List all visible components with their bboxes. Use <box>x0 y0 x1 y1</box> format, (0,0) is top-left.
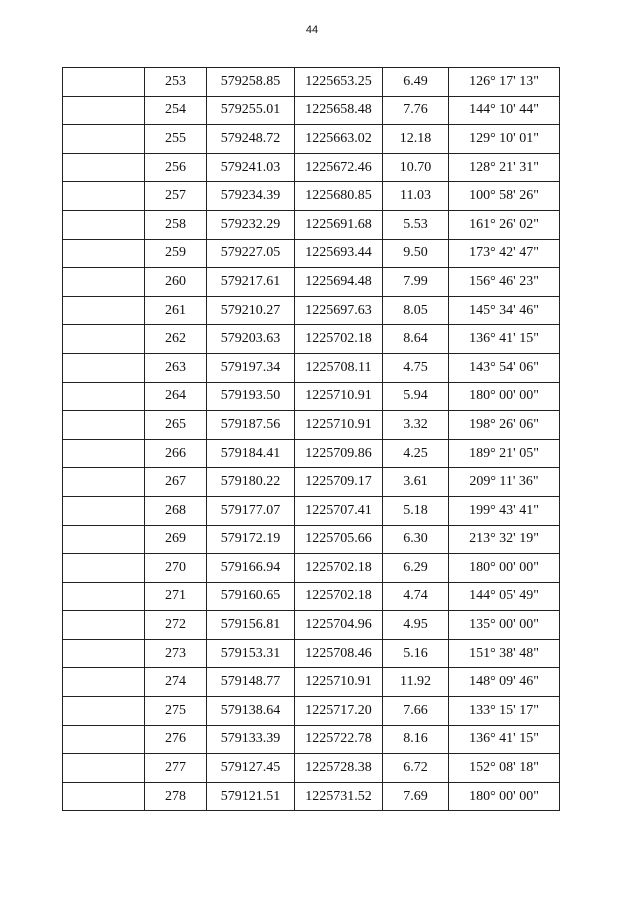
point-number-cell: 264 <box>145 382 207 411</box>
table-row <box>63 496 560 525</box>
angle-cell: 209° 11' 36" <box>449 468 560 497</box>
angle-cell: 136° 41' 15" <box>449 325 560 354</box>
y-coordinate-cell: 1225672.46 <box>295 153 383 182</box>
y-coordinate-cell: 1225707.41 <box>295 496 383 525</box>
table-row <box>63 210 560 239</box>
blank-cell <box>63 754 145 783</box>
distance-cell: 4.25 <box>383 439 449 468</box>
angle-cell: 213° 32' 19" <box>449 525 560 554</box>
distance-cell: 8.05 <box>383 296 449 325</box>
angle-cell: 129° 10' 01" <box>449 125 560 154</box>
angle-cell: 173° 42' 47" <box>449 239 560 268</box>
y-coordinate-cell: 1225710.91 <box>295 411 383 440</box>
y-coordinate-cell: 1225658.48 <box>295 96 383 125</box>
x-coordinate-cell: 579193.50 <box>207 382 295 411</box>
table-row <box>63 182 560 211</box>
table-row <box>63 125 560 154</box>
blank-cell <box>63 353 145 382</box>
blank-cell <box>63 125 145 154</box>
x-coordinate-cell: 579227.05 <box>207 239 295 268</box>
angle-cell: 180° 00' 00" <box>449 782 560 811</box>
point-number-cell: 273 <box>145 639 207 668</box>
table-row <box>63 525 560 554</box>
x-coordinate-cell: 579203.63 <box>207 325 295 354</box>
blank-cell <box>63 268 145 297</box>
table-row <box>63 411 560 440</box>
table-row <box>63 611 560 640</box>
coordinate-table-body <box>63 68 560 811</box>
blank-cell <box>63 697 145 726</box>
distance-cell: 11.92 <box>383 668 449 697</box>
blank-cell <box>63 782 145 811</box>
x-coordinate-cell: 579258.85 <box>207 68 295 97</box>
blank-cell <box>63 210 145 239</box>
point-number-cell: 271 <box>145 582 207 611</box>
table-row <box>63 754 560 783</box>
distance-cell: 8.64 <box>383 325 449 354</box>
point-number-cell: 276 <box>145 725 207 754</box>
distance-cell: 3.32 <box>383 411 449 440</box>
table-row <box>63 554 560 583</box>
table-row <box>63 153 560 182</box>
angle-cell: 189° 21' 05" <box>449 439 560 468</box>
table-row <box>63 239 560 268</box>
y-coordinate-cell: 1225702.18 <box>295 554 383 583</box>
y-coordinate-cell: 1225680.85 <box>295 182 383 211</box>
angle-cell: 180° 00' 00" <box>449 554 560 583</box>
distance-cell: 4.75 <box>383 353 449 382</box>
x-coordinate-cell: 579210.27 <box>207 296 295 325</box>
angle-cell: 180° 00' 00" <box>449 382 560 411</box>
point-number-cell: 261 <box>145 296 207 325</box>
angle-cell: 156° 46' 23" <box>449 268 560 297</box>
x-coordinate-cell: 579248.72 <box>207 125 295 154</box>
distance-cell: 3.61 <box>383 468 449 497</box>
distance-cell: 6.72 <box>383 754 449 783</box>
blank-cell <box>63 325 145 354</box>
x-coordinate-cell: 579177.07 <box>207 496 295 525</box>
point-number-cell: 267 <box>145 468 207 497</box>
angle-cell: 100° 58' 26" <box>449 182 560 211</box>
blank-cell <box>63 239 145 268</box>
table-row <box>63 439 560 468</box>
x-coordinate-cell: 579153.31 <box>207 639 295 668</box>
angle-cell: 128° 21' 31" <box>449 153 560 182</box>
angle-cell: 145° 34' 46" <box>449 296 560 325</box>
x-coordinate-cell: 579121.51 <box>207 782 295 811</box>
point-number-cell: 256 <box>145 153 207 182</box>
y-coordinate-cell: 1225710.91 <box>295 668 383 697</box>
y-coordinate-cell: 1225710.91 <box>295 382 383 411</box>
angle-cell: 133° 15' 17" <box>449 697 560 726</box>
table-row <box>63 639 560 668</box>
x-coordinate-cell: 579166.94 <box>207 554 295 583</box>
point-number-cell: 272 <box>145 611 207 640</box>
distance-cell: 4.95 <box>383 611 449 640</box>
distance-cell: 4.74 <box>383 582 449 611</box>
y-coordinate-cell: 1225693.44 <box>295 239 383 268</box>
distance-cell: 7.76 <box>383 96 449 125</box>
point-number-cell: 270 <box>145 554 207 583</box>
blank-cell <box>63 582 145 611</box>
table-row <box>63 68 560 97</box>
distance-cell: 6.49 <box>383 68 449 97</box>
page-number: 44 <box>305 24 319 36</box>
blank-cell <box>63 639 145 668</box>
x-coordinate-cell: 579217.61 <box>207 268 295 297</box>
angle-cell: 126° 17' 13" <box>449 68 560 97</box>
x-coordinate-cell: 579241.03 <box>207 153 295 182</box>
point-number-cell: 255 <box>145 125 207 154</box>
y-coordinate-cell: 1225697.63 <box>295 296 383 325</box>
coordinate-table <box>62 67 560 811</box>
y-coordinate-cell: 1225709.86 <box>295 439 383 468</box>
angle-cell: 144° 10' 44" <box>449 96 560 125</box>
y-coordinate-cell: 1225694.48 <box>295 268 383 297</box>
blank-cell <box>63 554 145 583</box>
y-coordinate-cell: 1225702.18 <box>295 582 383 611</box>
distance-cell: 7.69 <box>383 782 449 811</box>
table-row <box>63 382 560 411</box>
x-coordinate-cell: 579234.39 <box>207 182 295 211</box>
blank-cell <box>63 96 145 125</box>
table-row <box>63 782 560 811</box>
table-row <box>63 668 560 697</box>
x-coordinate-cell: 579255.01 <box>207 96 295 125</box>
y-coordinate-cell: 1225728.38 <box>295 754 383 783</box>
distance-cell: 5.53 <box>383 210 449 239</box>
table-row <box>63 353 560 382</box>
table-row <box>63 725 560 754</box>
x-coordinate-cell: 579180.22 <box>207 468 295 497</box>
point-number-cell: 257 <box>145 182 207 211</box>
blank-cell <box>63 525 145 554</box>
angle-cell: 136° 41' 15" <box>449 725 560 754</box>
point-number-cell: 260 <box>145 268 207 297</box>
angle-cell: 152° 08' 18" <box>449 754 560 783</box>
y-coordinate-cell: 1225702.18 <box>295 325 383 354</box>
table-row <box>63 582 560 611</box>
angle-cell: 144° 05' 49" <box>449 582 560 611</box>
point-number-cell: 266 <box>145 439 207 468</box>
blank-cell <box>63 668 145 697</box>
distance-cell: 5.18 <box>383 496 449 525</box>
point-number-cell: 269 <box>145 525 207 554</box>
point-number-cell: 265 <box>145 411 207 440</box>
point-number-cell: 262 <box>145 325 207 354</box>
table-row <box>63 325 560 354</box>
distance-cell: 6.29 <box>383 554 449 583</box>
y-coordinate-cell: 1225705.66 <box>295 525 383 554</box>
blank-cell <box>63 468 145 497</box>
table-row <box>63 296 560 325</box>
distance-cell: 7.66 <box>383 697 449 726</box>
distance-cell: 10.70 <box>383 153 449 182</box>
point-number-cell: 258 <box>145 210 207 239</box>
x-coordinate-cell: 579232.29 <box>207 210 295 239</box>
x-coordinate-cell: 579133.39 <box>207 725 295 754</box>
point-number-cell: 263 <box>145 353 207 382</box>
y-coordinate-cell: 1225691.68 <box>295 210 383 239</box>
distance-cell: 5.94 <box>383 382 449 411</box>
angle-cell: 135° 00' 00" <box>449 611 560 640</box>
y-coordinate-cell: 1225708.46 <box>295 639 383 668</box>
blank-cell <box>63 411 145 440</box>
distance-cell: 5.16 <box>383 639 449 668</box>
distance-cell: 7.99 <box>383 268 449 297</box>
x-coordinate-cell: 579160.65 <box>207 582 295 611</box>
y-coordinate-cell: 1225722.78 <box>295 725 383 754</box>
blank-cell <box>63 496 145 525</box>
angle-cell: 143° 54' 06" <box>449 353 560 382</box>
blank-cell <box>63 296 145 325</box>
angle-cell: 199° 43' 41" <box>449 496 560 525</box>
point-number-cell: 259 <box>145 239 207 268</box>
y-coordinate-cell: 1225731.52 <box>295 782 383 811</box>
y-coordinate-cell: 1225717.20 <box>295 697 383 726</box>
blank-cell <box>63 153 145 182</box>
x-coordinate-cell: 579127.45 <box>207 754 295 783</box>
point-number-cell: 254 <box>145 96 207 125</box>
blank-cell <box>63 611 145 640</box>
distance-cell: 11.03 <box>383 182 449 211</box>
blank-cell <box>63 182 145 211</box>
table-row <box>63 268 560 297</box>
table-row <box>63 468 560 497</box>
blank-cell <box>63 439 145 468</box>
y-coordinate-cell: 1225653.25 <box>295 68 383 97</box>
point-number-cell: 274 <box>145 668 207 697</box>
x-coordinate-cell: 579197.34 <box>207 353 295 382</box>
point-number-cell: 253 <box>145 68 207 97</box>
table-row <box>63 697 560 726</box>
distance-cell: 8.16 <box>383 725 449 754</box>
angle-cell: 151° 38' 48" <box>449 639 560 668</box>
point-number-cell: 275 <box>145 697 207 726</box>
blank-cell <box>63 68 145 97</box>
y-coordinate-cell: 1225709.17 <box>295 468 383 497</box>
angle-cell: 148° 09' 46" <box>449 668 560 697</box>
y-coordinate-cell: 1225704.96 <box>295 611 383 640</box>
table-row <box>63 96 560 125</box>
distance-cell: 6.30 <box>383 525 449 554</box>
distance-cell: 12.18 <box>383 125 449 154</box>
x-coordinate-cell: 579138.64 <box>207 697 295 726</box>
x-coordinate-cell: 579148.77 <box>207 668 295 697</box>
point-number-cell: 268 <box>145 496 207 525</box>
distance-cell: 9.50 <box>383 239 449 268</box>
x-coordinate-cell: 579187.56 <box>207 411 295 440</box>
y-coordinate-cell: 1225708.11 <box>295 353 383 382</box>
x-coordinate-cell: 579156.81 <box>207 611 295 640</box>
angle-cell: 198° 26' 06" <box>449 411 560 440</box>
point-number-cell: 278 <box>145 782 207 811</box>
y-coordinate-cell: 1225663.02 <box>295 125 383 154</box>
point-number-cell: 277 <box>145 754 207 783</box>
x-coordinate-cell: 579172.19 <box>207 525 295 554</box>
blank-cell <box>63 725 145 754</box>
angle-cell: 161° 26' 02" <box>449 210 560 239</box>
x-coordinate-cell: 579184.41 <box>207 439 295 468</box>
blank-cell <box>63 382 145 411</box>
